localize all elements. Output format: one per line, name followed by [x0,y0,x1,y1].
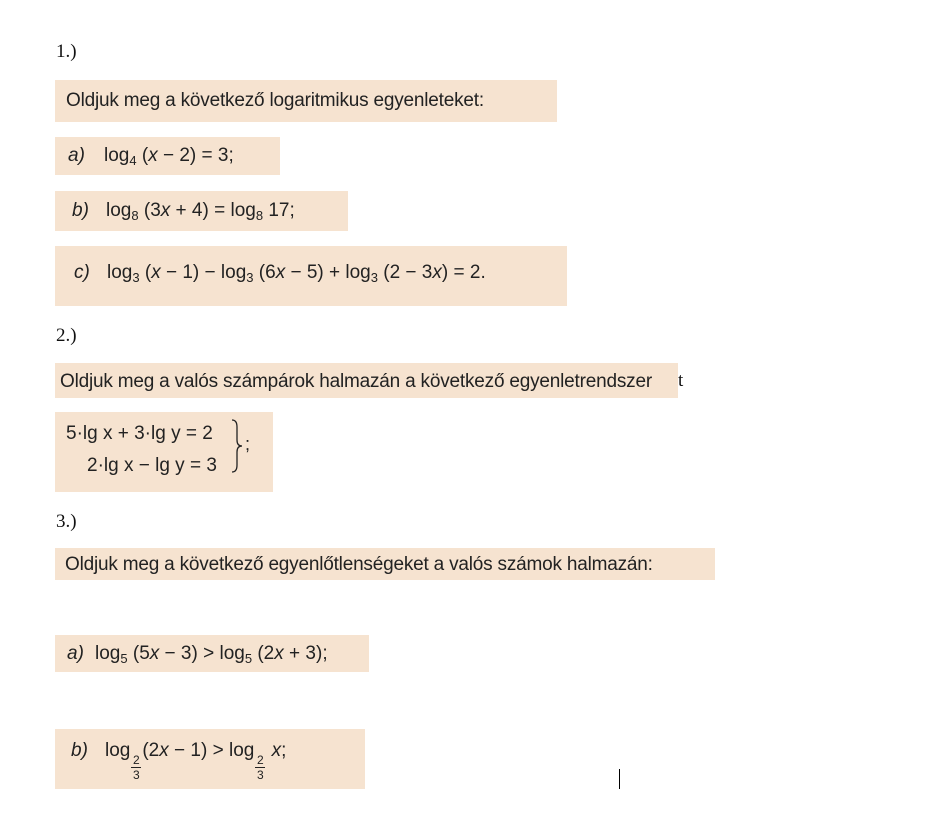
problem-1-number: 1.) [56,41,77,62]
problem-3-number: 3.) [56,511,77,532]
problem-1c-label: c) [74,262,90,283]
problem-2-system-end: ; [245,434,251,454]
problem-3-intro-box [55,548,715,580]
problem-1a-label: a) [68,145,85,166]
problem-3b-box [55,729,365,789]
problem-3b-label: b) [71,740,88,761]
problem-3b-inequality: log $\frac{2}{3}$ (2x − 1) > log $\frac{2}{3}$ x; [105,740,287,782]
problem-3a-inequality: $\log_5 (5x - 3) > \log_5 (2x + 3)$; [95,643,328,666]
problem-1c-equation: $\log_3 (x - 1) - \log_3 (6x - 5) + \log_3 (2 - 3x) = 2$. [107,262,486,285]
problem-1b-box [55,191,348,231]
problem-1a-box [55,137,280,175]
problem-2-system-eq1: 5·lg x + 3·lg y = 2 [66,423,213,444]
problem-2-intro-tail: t [678,370,684,391]
problem-3-intro: Oldjuk meg a következő egyenlőtlenségeket a valós számok halmazán: [65,554,653,575]
text-cursor [619,769,620,789]
problem-3a-box [55,635,369,672]
problem-2-number: 2.) [56,325,77,346]
problem-2-system-eq2: 2·lg x − lg y = 3 [87,455,217,476]
problem-1-intro-box [55,80,557,122]
right-brace-icon [231,419,243,473]
problem-2-system-box [55,412,273,492]
problem-2-intro: Oldjuk meg a valós számpárok halmazán a következő egyenletrendszer [60,371,652,392]
problem-1c-box [55,246,567,306]
problem-2-intro-box [55,363,678,398]
problem-1b-label: b) [72,200,89,221]
problem-3a-label: a) [67,643,84,664]
problem-1-intro: Oldjuk meg a következő logaritmikus egyenleteket: [66,90,484,111]
problem-1a-equation: $\log_4 (x - 2) = 3$; [104,145,234,168]
problem-1b-equation: $\log_8 (3x + 4) = \log_8 17$; [106,200,295,223]
